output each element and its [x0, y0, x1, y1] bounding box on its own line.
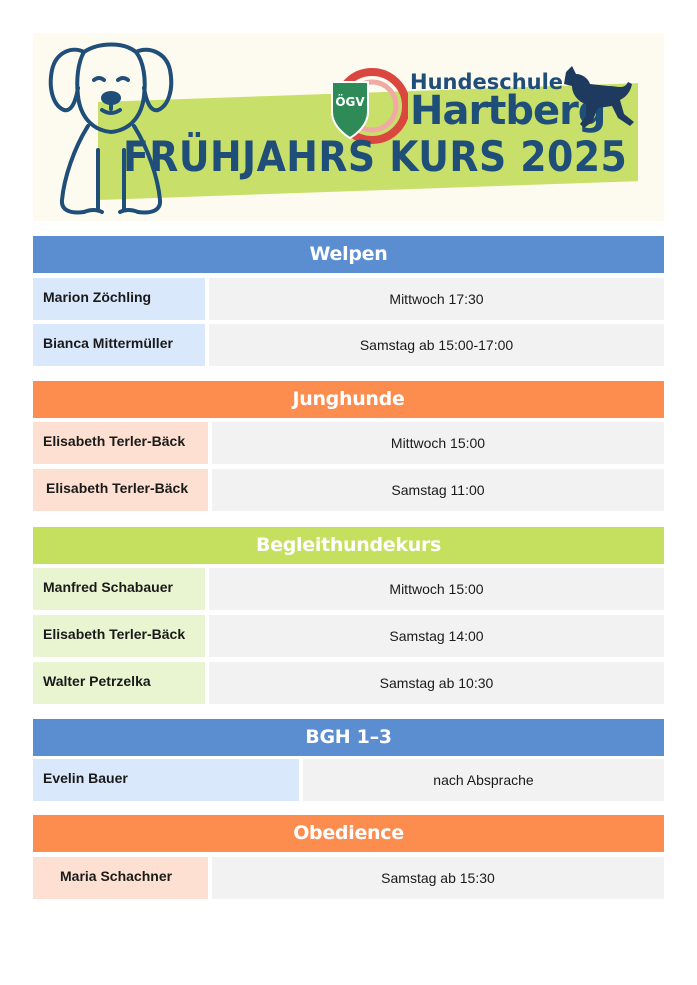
logo-town-label: Hartberg — [410, 88, 606, 134]
page-title: FRÜHJAHRS KURS 2025 — [123, 132, 628, 181]
course-time: Samstag 14:00 — [209, 615, 664, 657]
instructor-name: Evelin Bauer — [33, 759, 299, 801]
instructor-name: Manfred Schabauer — [33, 568, 205, 610]
instructor-name: Elisabeth Terler-Bäck — [33, 422, 208, 464]
section-header-begleithundekurs: Begleithundekurs — [33, 527, 664, 564]
emblem-text: ÖGV — [335, 95, 365, 109]
course-time: Samstag ab 15:00-17:00 — [209, 324, 664, 366]
instructor-name: Elisabeth Terler-Bäck — [33, 615, 205, 657]
course-time: Samstag ab 15:30 — [212, 857, 664, 899]
course-time: nach Absprache — [303, 759, 664, 801]
instructor-name: Bianca Mittermüller — [33, 324, 205, 366]
section-header-junghunde: Junghunde — [33, 381, 664, 418]
course-time: Mittwoch 15:00 — [212, 422, 664, 464]
instructor-name: Elisabeth Terler-Bäck — [33, 469, 208, 511]
course-time: Mittwoch 17:30 — [209, 278, 664, 320]
instructor-name: Maria Schachner — [33, 857, 208, 899]
section-header-welpen: Welpen — [33, 236, 664, 273]
section-header-obedience: Obedience — [33, 815, 664, 852]
course-time: Samstag ab 10:30 — [209, 662, 664, 704]
logo-school-label: Hundeschule — [410, 70, 564, 94]
instructor-name: Marion Zöchling — [33, 278, 205, 320]
course-time: Samstag 11:00 — [212, 469, 664, 511]
dog-illustration-icon — [44, 40, 179, 218]
section-header-bgh: BGH 1–3 — [33, 719, 664, 756]
course-time: Mittwoch 15:00 — [209, 568, 664, 610]
jumping-dog-icon — [558, 62, 638, 134]
instructor-name: Walter Petrzelka — [33, 662, 205, 704]
